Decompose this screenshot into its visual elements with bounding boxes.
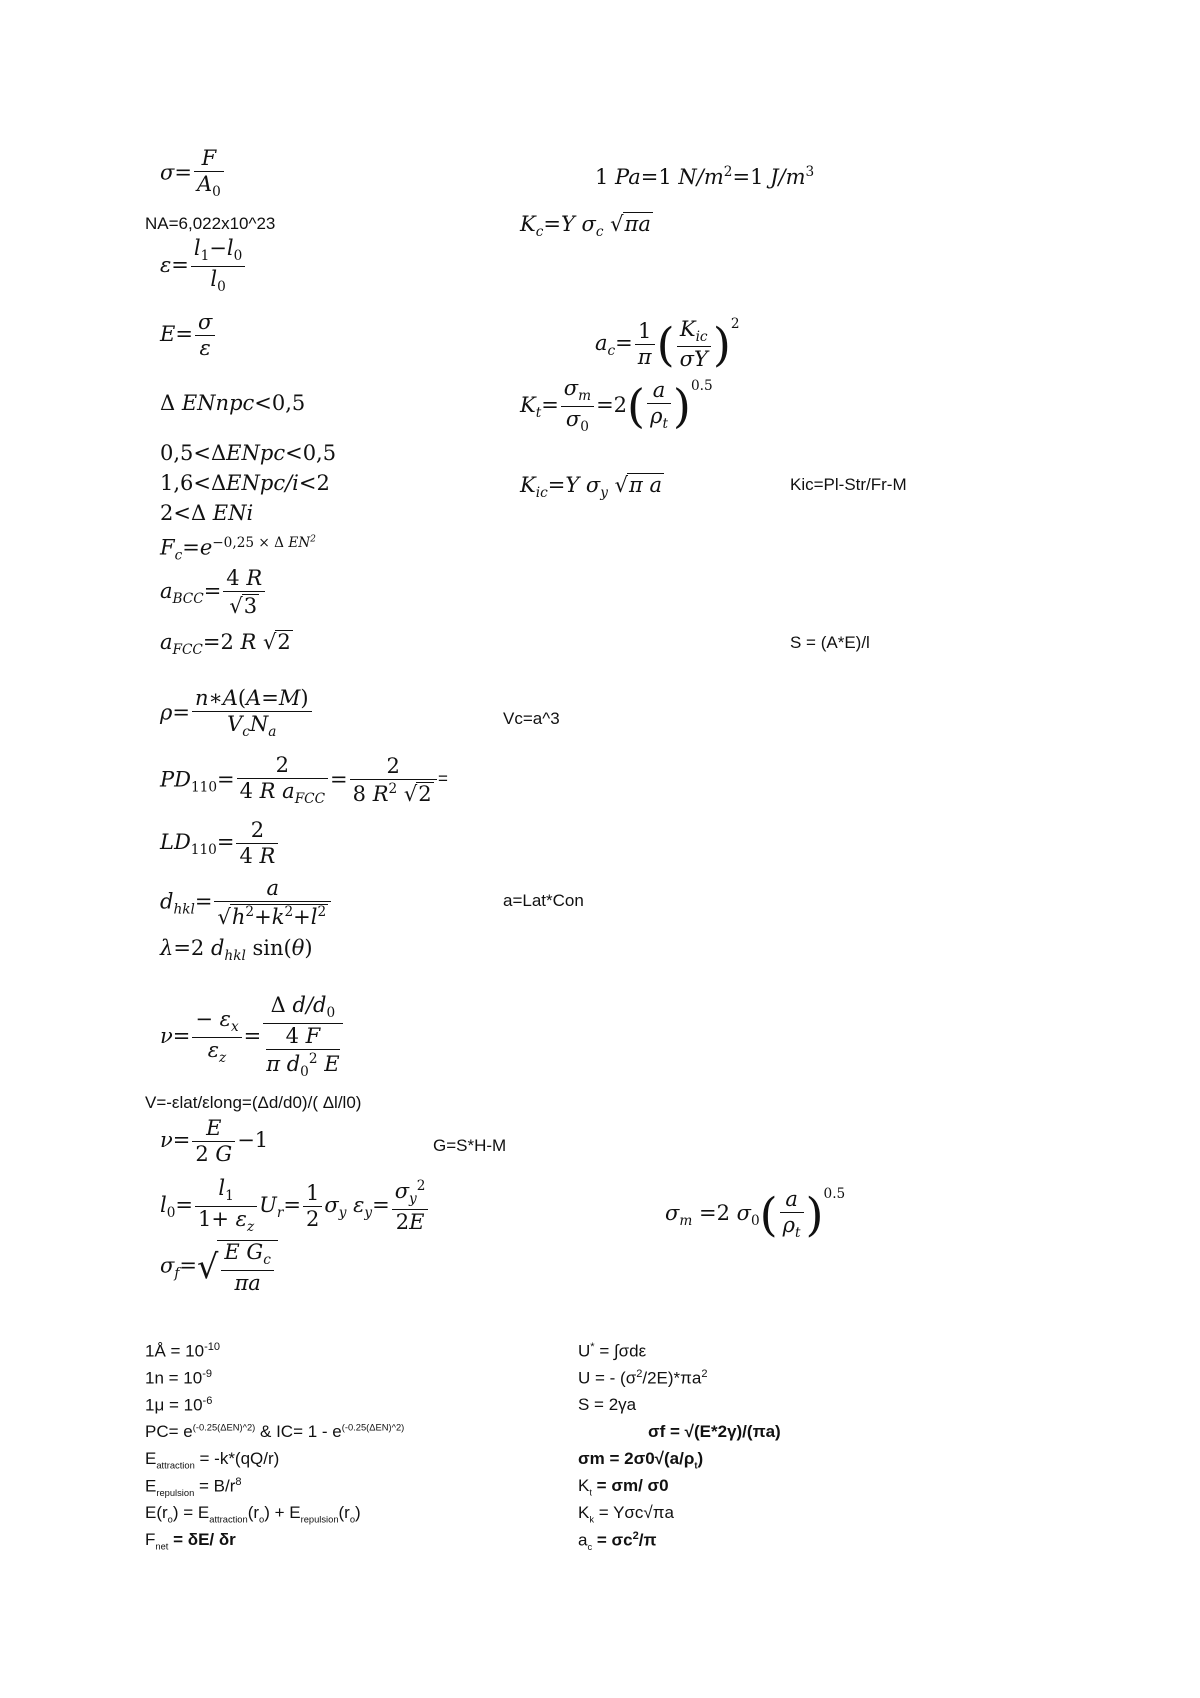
linear-density-formula: $LD_{110}=$ $\frac{2}{4 R}$ bbox=[160, 820, 280, 867]
micro-unit: $1\mu = 10^{-6}$ bbox=[145, 1395, 213, 1415]
net-energy: $E(r_o) = E_{attraction}(r_o) + E_{repulsion}(r_o)$ bbox=[145, 1503, 361, 1525]
kic-formula: $K_{ic}=Y$ $\sigma_y$ √π a bbox=[520, 473, 662, 502]
griffith-fracture-stress: σf = √(E*2γ)/(πa) bbox=[648, 1422, 781, 1441]
strain-energy-density: U* = ∫σdε bbox=[578, 1341, 647, 1361]
stiffness-formula: S = (A*E)/l bbox=[790, 633, 870, 652]
angstrom-unit: 1Å = $10^{-10}$ bbox=[145, 1341, 221, 1361]
poisson-text-formula: V=-εlat/εlong=(Δd/d0)/( Δl/l0) bbox=[145, 1093, 362, 1112]
shear-modulus-note: G=S*H-M bbox=[433, 1136, 507, 1155]
en-nonpolar-covalent: Δ ENnpc<0,5 bbox=[160, 391, 306, 415]
kic-note: Kic=Pl-Str/Fr-M bbox=[790, 475, 907, 494]
nano-unit: $1n = 10^{-9}$ bbox=[145, 1368, 213, 1388]
poisson-shear-formula: ν= $\frac{E}{2 G}$ −1 bbox=[160, 1116, 269, 1166]
critical-crack-formula: $a_c=$ $\frac{1}{\pi}$ ( $\frac{K_{ic}}{\sigma Y}$ )$^2$ bbox=[595, 316, 740, 372]
pascal-formula: 1 Pa=1 $N/m^2=1$ $J/m^3$ bbox=[595, 164, 815, 189]
fraction-covalent-formula: $F_c=e^{-0,25 \times \Delta EN^2}$ bbox=[160, 534, 316, 564]
en-ionic: 2<Δ ENi bbox=[160, 501, 254, 525]
repulsion-energy: $E_{repulsion} = B/r^8$ bbox=[145, 1476, 242, 1499]
bcc-lattice-formula: $a_{BCC}=$ $\frac{4 R}{√3}$ bbox=[160, 568, 267, 617]
en-polar-ionic: 1,6<ΔENpc/i<2 bbox=[160, 471, 330, 495]
kt-text: $K_t = \sigma m/$ σ0 bbox=[578, 1476, 669, 1498]
en-polar-covalent: 0,5<ΔENpc<0,5 bbox=[160, 441, 337, 465]
surface-energy: S = 2γa bbox=[578, 1395, 637, 1414]
equals-sign: = bbox=[438, 769, 448, 788]
strain-formula: ε= $\frac{l_1-l_0}{l_0}$ bbox=[160, 238, 247, 295]
critical-crack-text: $a_c = \sigma c^2/\pi$ bbox=[578, 1530, 657, 1553]
attraction-energy: $E_{attraction} = -k*(qQ/r)$ bbox=[145, 1449, 280, 1471]
kk-text: $K_k = Y\sigma c√\pi a$ bbox=[578, 1503, 674, 1525]
strain-energy: U = - $(\sigma^2/2E)*\pi a^2$ bbox=[578, 1368, 708, 1388]
avogadro-number: NA=6,022x10^23 bbox=[145, 214, 276, 233]
planar-density-formula: $PD_{110}=$ $\frac{2}{4 R a_{FCC}}$ = $\frac{2}{8 R^2 √2}$ bbox=[160, 755, 439, 807]
max-stress-text: $\sigma m = 2\sigma 0√(a/\rho_t)$ bbox=[578, 1449, 704, 1471]
kt-formula: $K_t=$ $\frac{\sigma_m}{\sigma_0}$ =2( $\frac{a}{\rho_t}$ )$^{0.5}$ bbox=[520, 376, 713, 436]
unit-cell-volume-note: Vc=a^3 bbox=[503, 709, 560, 728]
true-length-resilience-formula: $l_0=$ $\frac{l_1}{1+ \varepsilon_z}$ $U_r=$ $\frac{1}{2}$ $\sigma_y$ $\varepsilon_y=$ $\frac{\sigma_y^2}{2E}$ bbox=[160, 1178, 430, 1235]
max-stress-formula: $\sigma_m =2$ $\sigma_0$( $\frac{a}{\rho_t}$ )$^{0.5}$ bbox=[665, 1186, 846, 1242]
kc-formula: $K_c=Y$ $\sigma_c$ √πa bbox=[520, 212, 651, 241]
fcc-lattice-formula: $a_{FCC}=2$ R √2 bbox=[160, 630, 291, 659]
density-formula: ρ= $\frac{n∗A(A=M)}{V_cN_a}$ bbox=[160, 688, 314, 740]
fracture-stress-formula: $\sigma_f=√$ $\frac{E G_c}{\pi a}$ bbox=[160, 1240, 278, 1294]
d-spacing-formula: $d_{hkl}=$ $\frac{a}{√h^2+k^2+l^2}$ bbox=[160, 878, 333, 928]
lattice-constant-note: a=Lat*Con bbox=[503, 891, 584, 910]
stress-formula: σ= $\frac{F}{A_0}$ bbox=[160, 148, 226, 200]
net-force: $F_{net} = \delta E/$ δr bbox=[145, 1530, 236, 1552]
pc-ic-formula: $PC= e^{(-0.25(\Delta EN)\^{}2)}$ & $IC= 1 - e^{(-0.25(\Delta EN)\^{}2)}$ bbox=[145, 1422, 405, 1441]
poisson-formula: ν= $\frac{- \varepsilon_x}{\varepsilon_z}$ = Δ $d/d_0$ 4 F π $d_0^2$ E bbox=[160, 995, 345, 1080]
bragg-formula: λ=2 $d_{hkl}$ sin(θ) bbox=[160, 936, 313, 965]
modulus-formula: E= $\frac{\sigma}{\varepsilon}$ bbox=[160, 312, 217, 359]
